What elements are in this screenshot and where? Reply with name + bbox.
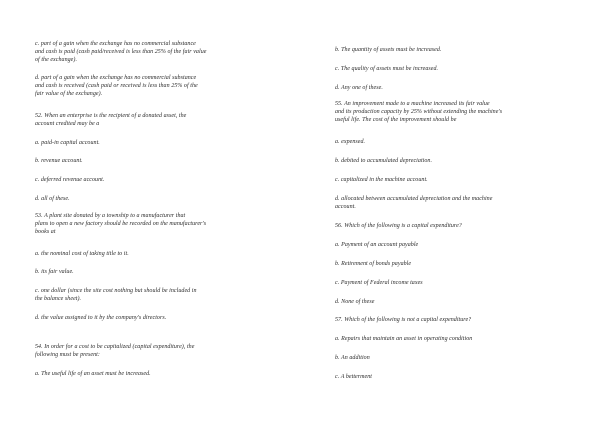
question-53: 53. A plant site donated by a township to a manufacturer that — [35, 213, 186, 219]
text-line: d. part of a gain when the exchange has no commercial substance — [35, 75, 197, 81]
text-line: books at — [35, 229, 56, 235]
text-line: useful life. The cost of the improvement should be — [335, 117, 457, 123]
question-54: 54. In order for a cost to be capitalized (capital expenditure), the — [35, 344, 195, 350]
text-line: following must be present: — [35, 352, 100, 358]
answer-option: d. all of these. — [35, 196, 70, 202]
answer-option: a. The useful life of an asset must be increased. — [35, 371, 151, 377]
answer-option: c. The quality of assets must be increased. — [335, 66, 439, 72]
answer-option: c. capitalized in the machine account. — [335, 177, 428, 183]
text-line: account. — [335, 204, 356, 210]
answer-option: a. expensed. — [335, 139, 366, 145]
question-52: 52. When an enterprise is the recipient of a donated asset, the — [35, 113, 187, 119]
answer-option: a. the nominal cost of taking title to it. — [35, 251, 129, 257]
answer-option: b. its fair value. — [35, 269, 74, 275]
answer-option: b. The quantity of assets must be increased. — [335, 47, 442, 53]
text-line: of the exchange). — [35, 57, 77, 63]
answer-option: b. debited to accumulated depreciation. — [335, 158, 433, 164]
answer-option: d. Any one of these. — [335, 85, 383, 91]
answer-option: a. Payment of an account payable — [335, 242, 419, 248]
text-line: and its production capacity by 25% without extending the machine's — [335, 109, 503, 115]
answer-option: c. Payment of Federal income taxes — [335, 280, 423, 286]
answer-option: d. the value assigned to it by the company's directors. — [35, 315, 167, 321]
text-line: fair value of the exchange). — [35, 91, 103, 97]
question-55: 55. An improvement made to a machine increased its fair value — [335, 101, 490, 107]
text-line: plans to open a new factory should be recorded on the manufacturer's — [35, 221, 207, 227]
answer-option: b. An addition — [335, 355, 370, 361]
text-line: the balance sheet). — [35, 296, 82, 302]
text-line: account credited may be a — [35, 121, 100, 127]
answer-option: c. A betterment — [335, 374, 373, 380]
answer-option: b. revenue account. — [35, 158, 83, 164]
answer-option: a. Repairs that maintain an asset in operating condition — [335, 336, 473, 342]
text-line: and cash is received (cash paid or received is less than 25% of the — [35, 83, 198, 89]
answer-option: c. one dollar (since the site cost nothing but should be included in — [35, 288, 197, 294]
answer-option: a. paid-in capital account. — [35, 140, 100, 146]
answer-option: c. deferred revenue account. — [35, 177, 105, 183]
answer-option: d. None of these — [335, 299, 375, 305]
answer-option: b. Retirement of bonds payable — [335, 261, 412, 267]
question-56: 56. Which of the following is a capital expenditure? — [335, 223, 462, 229]
question-57: 57. Which of the following is not a capital expenditure? — [335, 317, 472, 323]
text-line: and cash is paid (cash paid/received is less than 25% of the fair value — [35, 49, 207, 55]
answer-option: d. allocated between accumulated depreciation and the machine — [335, 196, 493, 202]
text-line: c. part of a gain when the exchange has no commercial substance — [35, 41, 196, 47]
